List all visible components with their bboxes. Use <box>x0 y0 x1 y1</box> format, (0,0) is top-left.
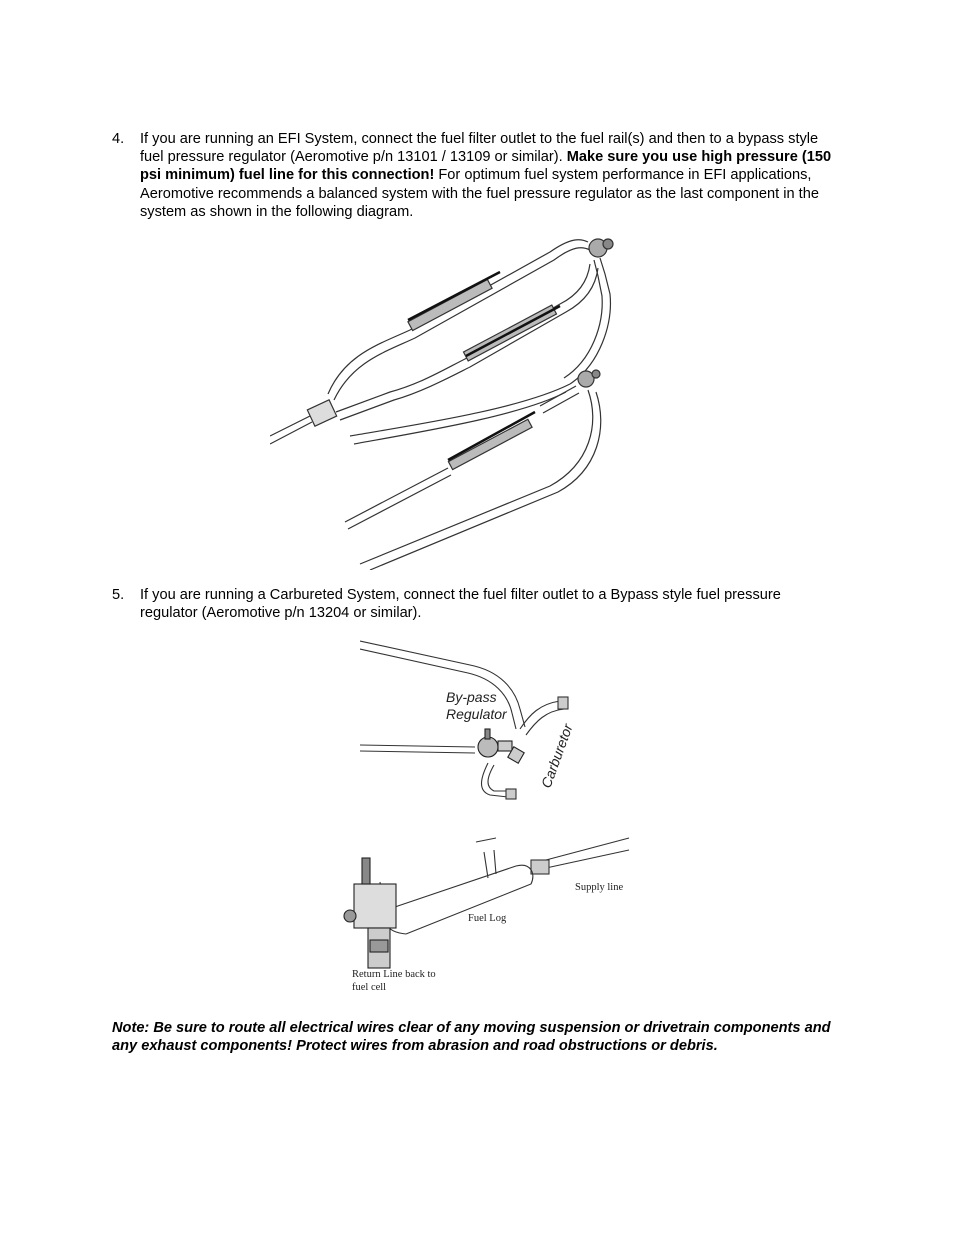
return-line-label-line2: fuel cell <box>352 982 387 993</box>
carbureted-diagram-drawing <box>360 619 592 811</box>
instruction-step-4 <box>112 130 842 221</box>
bypass-label-line2: Regulator <box>446 706 507 722</box>
step-warning: Make sure you use high pressure (150 psi minimum) fuel line for this connection! <box>140 149 832 184</box>
supply-line-label: Supply line <box>575 882 624 893</box>
step-number: 5. <box>112 587 125 603</box>
return-line-label-line1: Return Line back to <box>352 969 436 980</box>
safety-note: Note: Be sure to route all electrical wires clear of any moving suspension or drivetrain components and any exhaust components! Protect wires from abrasion and road obstructions or debris. <box>112 1020 831 1055</box>
carbureted-regulator-diagram <box>360 619 592 811</box>
step-text-rest: For optimum fuel system performance in EFI applications, Aeromotive recommends a balanced system with the fuel pressure regulator as the last component in the system as shown in the following diagram. <box>140 167 819 220</box>
carburetor-label: Carburetor <box>537 721 576 791</box>
step-text: If you are running a Carbureted System, connect the fuel filter outlet to a Bypass style fuel pressure regulator (Aeromotive p/n 13204 or similar). <box>140 587 781 622</box>
fuel-log-diagram <box>326 834 631 1004</box>
efi-fuel-system-diagram <box>270 224 634 570</box>
instruction-step-5 <box>112 586 842 622</box>
efi-diagram-drawing <box>270 224 634 570</box>
step-number: 4. <box>112 131 125 147</box>
step-text <box>140 130 842 221</box>
step-text-intro: If you are running an EFI System, connect the fuel filter outlet to the fuel rail(s) and then to a bypass style fuel pressure regulator (Aeromotive p/n 13101 / 13109 or similar). <box>140 131 819 166</box>
fuel-log-drawing <box>326 834 631 1004</box>
fuel-log-label: Fuel Log <box>468 913 507 924</box>
bypass-label-line1: By-pass <box>446 689 497 705</box>
